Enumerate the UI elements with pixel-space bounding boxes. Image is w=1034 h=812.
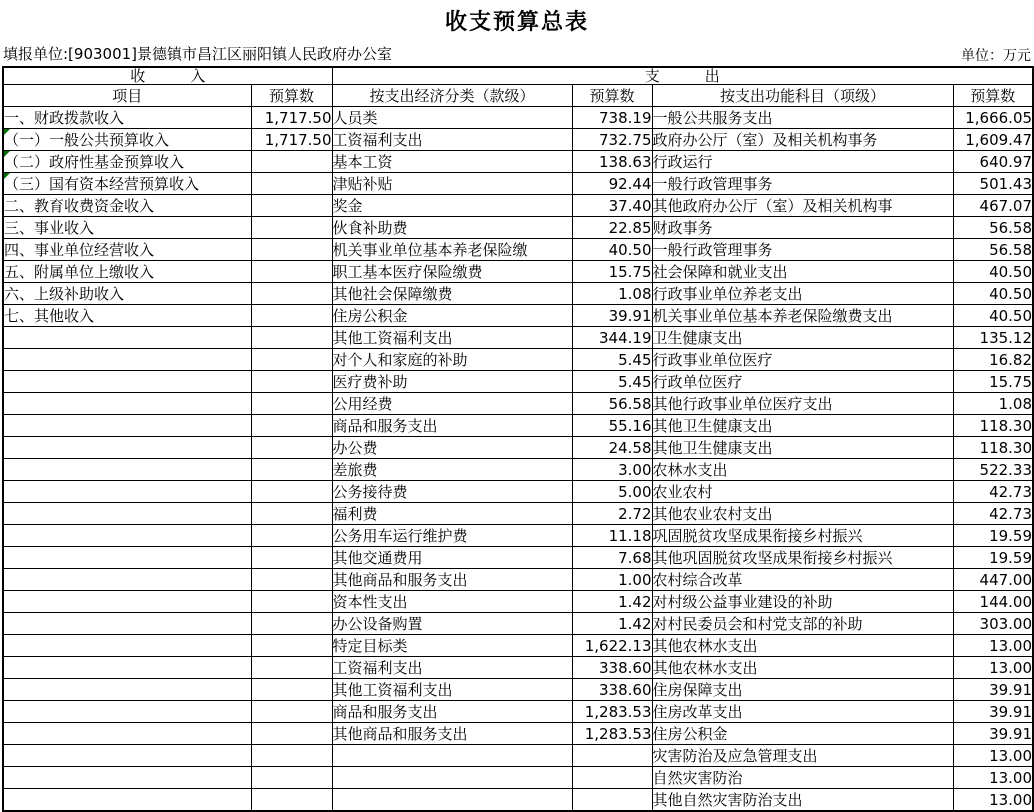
economic-item-label: 其他工资福利支出 [332,327,572,349]
economic-item-label: 福利费 [332,503,572,525]
economic-budget-value: 39.91 [572,305,652,327]
functional-budget-value: 19.59 [953,547,1033,569]
economic-item-label: 住房公积金 [332,305,572,327]
table-row [3,657,1033,679]
income-item-label: 二、教育收费资金收入 [3,195,251,217]
table-row [3,173,1033,195]
functional-budget-value: 118.30 [953,437,1033,459]
expenditure-group-header: 支 出 [332,67,1033,85]
functional-budget-value: 501.43 [953,173,1033,195]
economic-item-label: 特定目标类 [332,635,572,657]
functional-item-label: 政府办公厅（室）及相关机构事务 [652,129,953,151]
income-item-label [3,371,251,393]
table-row [3,459,1033,481]
column-header-item: 项目 [3,85,251,107]
table-row [3,217,1033,239]
functional-budget-value: 40.50 [953,261,1033,283]
cell-comment-marker-icon [4,151,10,157]
economic-budget-value [572,745,652,767]
table-row [3,437,1033,459]
functional-budget-value: 135.12 [953,327,1033,349]
column-header-row [3,85,1033,107]
functional-item-label: 其他卫生健康支出 [652,415,953,437]
functional-item-label: 行政事业单位养老支出 [652,283,953,305]
functional-item-label: 行政单位医疗 [652,371,953,393]
table-row [3,107,1033,129]
functional-item-label: 一般行政管理事务 [652,239,953,261]
functional-item-label: 财政事务 [652,217,953,239]
income-budget-value [251,415,332,437]
income-budget-value [251,173,332,195]
economic-budget-value: 15.75 [572,261,652,283]
functional-item-label: 住房改革支出 [652,701,953,723]
income-item-label [3,349,251,371]
table-row [3,481,1033,503]
currency-unit-label: 单位：万元 [961,48,1031,64]
economic-budget-value: 7.68 [572,547,652,569]
income-item-label: （三）国有资本经营预算收入 [3,173,251,195]
income-budget-value [251,217,332,239]
functional-item-label: 一般行政管理事务 [652,173,953,195]
economic-budget-value: 344.19 [572,327,652,349]
economic-item-label: 津贴补贴 [332,173,572,195]
functional-budget-value: 39.91 [953,701,1033,723]
functional-budget-value: 39.91 [953,679,1033,701]
functional-item-label: 农林水支出 [652,459,953,481]
income-item-label [3,437,251,459]
reporting-unit-label: 填报单位:[903001]景德镇市昌江区丽阳镇人民政府办公室 [3,45,393,63]
functional-item-label: 卫生健康支出 [652,327,953,349]
economic-budget-value: 738.19 [572,107,652,129]
income-budget-value [251,723,332,745]
economic-budget-value: 138.63 [572,151,652,173]
economic-budget-value: 1,283.53 [572,723,652,745]
cell-comment-marker-icon [4,173,10,179]
functional-budget-value: 13.00 [953,767,1033,789]
economic-item-label: 办公费 [332,437,572,459]
income-item-label [3,547,251,569]
table-row [3,327,1033,349]
income-budget-value [251,371,332,393]
table-row [3,635,1033,657]
income-budget-value [251,349,332,371]
economic-budget-value: 5.45 [572,371,652,393]
economic-item-label [332,789,572,812]
income-budget-value [251,657,332,679]
functional-budget-value: 118.30 [953,415,1033,437]
economic-budget-value: 338.60 [572,657,652,679]
economic-budget-value: 3.00 [572,459,652,481]
functional-item-label: 其他自然灾害防治支出 [652,789,953,812]
income-item-label [3,767,251,789]
income-item-label [3,503,251,525]
income-budget-value [251,305,332,327]
income-group-header: 收 入 [3,67,332,85]
functional-budget-value: 19.59 [953,525,1033,547]
income-item-label [3,569,251,591]
functional-budget-value: 303.00 [953,613,1033,635]
functional-item-label: 对村民委员会和村党支部的补助 [652,613,953,635]
economic-budget-value: 5.00 [572,481,652,503]
income-item-label [3,525,251,547]
economic-item-label: 对个人和家庭的补助 [332,349,572,371]
functional-item-label: 社会保障和就业支出 [652,261,953,283]
functional-item-label: 行政事业单位医疗 [652,349,953,371]
functional-budget-value: 13.00 [953,635,1033,657]
table-row [3,151,1033,173]
income-item-label [3,591,251,613]
functional-budget-value: 640.97 [953,151,1033,173]
functional-budget-value: 42.73 [953,481,1033,503]
table-row [3,679,1033,701]
functional-budget-value: 42.73 [953,503,1033,525]
income-budget-value [251,547,332,569]
income-item-label [3,613,251,635]
economic-budget-value: 1.08 [572,283,652,305]
functional-item-label: 一般公共服务支出 [652,107,953,129]
economic-budget-value [572,767,652,789]
economic-budget-value: 1.00 [572,569,652,591]
functional-budget-value: 1,666.05 [953,107,1033,129]
economic-item-label: 资本性支出 [332,591,572,613]
table-row [3,723,1033,745]
income-item-label [3,393,251,415]
functional-budget-value: 56.58 [953,239,1033,261]
table-row [3,305,1033,327]
economic-item-label: 人员类 [332,107,572,129]
economic-item-label: 公务用车运行维护费 [332,525,572,547]
table-row [3,349,1033,371]
functional-budget-value: 1,609.47 [953,129,1033,151]
economic-item-label: 其他商品和服务支出 [332,569,572,591]
column-header-budget: 预算数 [251,85,332,107]
income-item-label [3,415,251,437]
income-budget-value [251,789,332,812]
income-item-label: 七、其他收入 [3,305,251,327]
functional-item-label: 巩固脱贫攻坚成果衔接乡村振兴 [652,525,953,547]
economic-item-label: 机关事业单位基本养老保险缴 [332,239,572,261]
income-item-label: 六、上级补助收入 [3,283,251,305]
functional-budget-value: 16.82 [953,349,1033,371]
income-item-label [3,459,251,481]
table-row [3,613,1033,635]
income-budget-value [251,437,332,459]
table-row [3,745,1033,767]
functional-item-label: 其他行政事业单位医疗支出 [652,393,953,415]
economic-item-label: 商品和服务支出 [332,701,572,723]
functional-item-label: 其他农林水支出 [652,657,953,679]
table-row [3,789,1033,812]
table-row [3,129,1033,151]
functional-item-label: 农村综合改革 [652,569,953,591]
functional-item-label: 其他农林水支出 [652,635,953,657]
economic-budget-value: 22.85 [572,217,652,239]
table-row [3,371,1033,393]
functional-budget-value: 1.08 [953,393,1033,415]
economic-budget-value: 1.42 [572,613,652,635]
income-item-label: （二）政府性基金预算收入 [3,151,251,173]
functional-item-label: 其他卫生健康支出 [652,437,953,459]
functional-item-label: 其他农业农村支出 [652,503,953,525]
table-row [3,701,1033,723]
income-item-label [3,789,251,812]
column-header-functional-class: 按支出功能科目（项级） [652,85,953,107]
table-row [3,569,1033,591]
income-budget-value [251,459,332,481]
income-budget-value [251,767,332,789]
economic-item-label: 其他工资福利支出 [332,679,572,701]
income-item-label [3,481,251,503]
income-item-label [3,723,251,745]
functional-item-label: 机关事业单位基本养老保险缴费支出 [652,305,953,327]
economic-item-label: 其他交通费用 [332,547,572,569]
economic-item-label: 基本工资 [332,151,572,173]
economic-budget-value: 732.75 [572,129,652,151]
table-row [3,415,1033,437]
economic-item-label: 公用经费 [332,393,572,415]
economic-budget-value: 11.18 [572,525,652,547]
table-row [3,239,1033,261]
economic-budget-value: 40.50 [572,239,652,261]
income-budget-value [251,591,332,613]
functional-budget-value: 15.75 [953,371,1033,393]
functional-budget-value: 13.00 [953,745,1033,767]
income-budget-value [251,525,332,547]
table-row [3,503,1033,525]
income-budget-value [251,261,332,283]
income-budget-value [251,635,332,657]
economic-item-label: 职工基本医疗保险缴费 [332,261,572,283]
functional-budget-value: 13.00 [953,789,1033,812]
income-item-label: 四、事业单位经营收入 [3,239,251,261]
column-header-budget: 预算数 [572,85,652,107]
income-item-label: 五、附属单位上缴收入 [3,261,251,283]
economic-item-label: 奖金 [332,195,572,217]
economic-budget-value: 37.40 [572,195,652,217]
functional-budget-value: 40.50 [953,283,1033,305]
table-row [3,283,1033,305]
budget-table [2,66,1034,812]
functional-budget-value: 56.58 [953,217,1033,239]
functional-budget-value: 40.50 [953,305,1033,327]
page-title: 收支预算总表 [444,10,589,35]
economic-item-label: 伙食补助费 [332,217,572,239]
economic-item-label: 公务接待费 [332,481,572,503]
functional-budget-value: 467.07 [953,195,1033,217]
table-row [3,767,1033,789]
table-row [3,591,1033,613]
income-budget-value [251,195,332,217]
functional-budget-value: 39.91 [953,723,1033,745]
economic-item-label: 其他商品和服务支出 [332,723,572,745]
income-budget-value [251,745,332,767]
economic-budget-value: 1,283.53 [572,701,652,723]
table-row [3,261,1033,283]
functional-budget-value: 144.00 [953,591,1033,613]
income-item-label: 一、财政拨款收入 [3,107,251,129]
income-budget-value [251,569,332,591]
functional-budget-value: 522.33 [953,459,1033,481]
economic-budget-value: 2.72 [572,503,652,525]
income-budget-value [251,701,332,723]
table-row [3,195,1033,217]
income-item-label [3,745,251,767]
functional-item-label: 住房保障支出 [652,679,953,701]
income-budget-value [251,679,332,701]
economic-budget-value: 56.58 [572,393,652,415]
income-item-label: （一）一般公共预算收入 [3,129,251,151]
economic-budget-value: 1,622.13 [572,635,652,657]
functional-item-label: 农业农村 [652,481,953,503]
economic-item-label: 工资福利支出 [332,657,572,679]
functional-item-label: 其他巩固脱贫攻坚成果衔接乡村振兴 [652,547,953,569]
functional-item-label: 灾害防治及应急管理支出 [652,745,953,767]
income-budget-value [251,239,332,261]
income-budget-value [251,327,332,349]
table-row [3,393,1033,415]
functional-budget-value: 13.00 [953,657,1033,679]
income-budget-value: 1,717.50 [251,129,332,151]
income-budget-value [251,151,332,173]
income-item-label [3,657,251,679]
economic-budget-value: 55.16 [572,415,652,437]
economic-item-label: 商品和服务支出 [332,415,572,437]
income-budget-value [251,393,332,415]
economic-budget-value: 24.58 [572,437,652,459]
economic-item-label: 医疗费补助 [332,371,572,393]
income-budget-value [251,481,332,503]
economic-item-label: 办公设备购置 [332,613,572,635]
economic-budget-value: 92.44 [572,173,652,195]
economic-item-label: 工资福利支出 [332,129,572,151]
table-row [3,525,1033,547]
economic-budget-value: 1.42 [572,591,652,613]
economic-item-label: 其他社会保障缴费 [332,283,572,305]
economic-budget-value: 5.45 [572,349,652,371]
income-budget-value [251,283,332,305]
group-header-row [3,67,1033,85]
functional-item-label: 对村级公益事业建设的补助 [652,591,953,613]
income-budget-value [251,613,332,635]
income-budget-value [251,503,332,525]
column-header-budget: 预算数 [953,85,1033,107]
income-item-label [3,679,251,701]
economic-budget-value [572,789,652,812]
functional-item-label: 住房公积金 [652,723,953,745]
functional-item-label: 行政运行 [652,151,953,173]
economic-budget-value: 338.60 [572,679,652,701]
cell-comment-marker-icon [4,129,10,135]
column-header-economic-class: 按支出经济分类（款级） [332,85,572,107]
economic-item-label [332,745,572,767]
income-item-label [3,635,251,657]
income-item-label [3,327,251,349]
functional-item-label: 其他政府办公厅（室）及相关机构事 [652,195,953,217]
functional-item-label: 自然灾害防治 [652,767,953,789]
table-row [3,547,1033,569]
economic-item-label: 差旅费 [332,459,572,481]
income-budget-value: 1,717.50 [251,107,332,129]
economic-item-label [332,767,572,789]
income-item-label: 三、事业收入 [3,217,251,239]
income-item-label [3,701,251,723]
functional-budget-value: 447.00 [953,569,1033,591]
